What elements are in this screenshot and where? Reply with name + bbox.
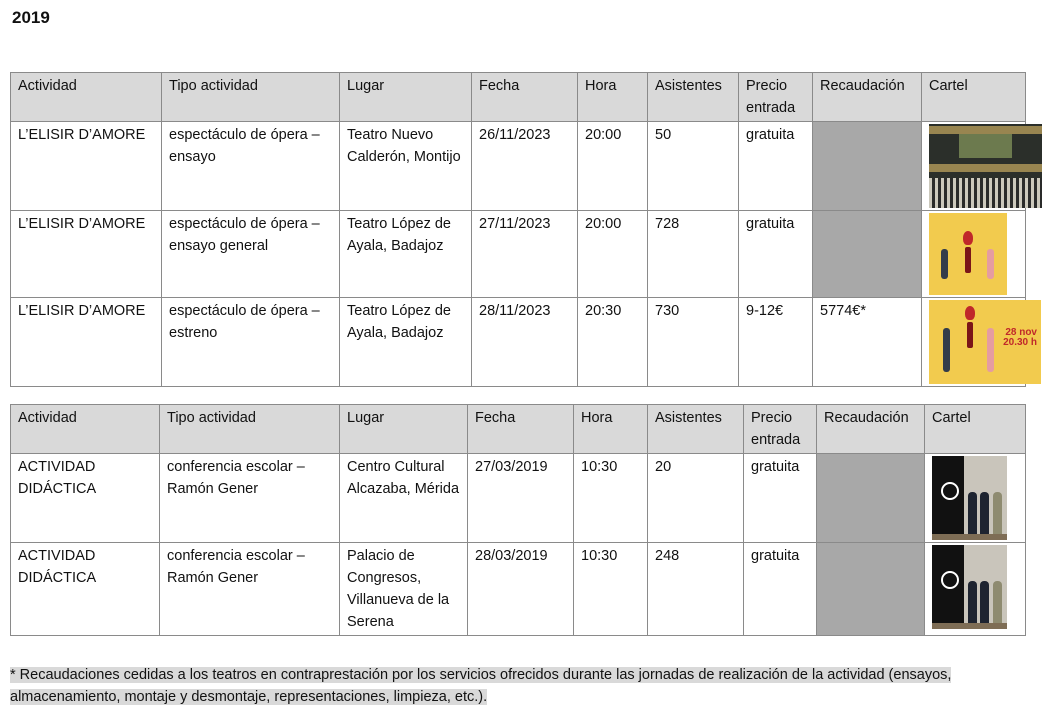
cell-fecha: 27/03/2019 xyxy=(468,454,574,543)
cell-precio: 9-12€ xyxy=(739,298,813,387)
cell-actividad: ACTIVIDAD DIDÁCTICA xyxy=(11,543,160,636)
cell-cartel xyxy=(925,543,1026,636)
col-header-hora: Hora xyxy=(574,405,648,454)
cell-tipo: conferencia escolar – Ramón Gener xyxy=(160,454,340,543)
cell-hora: 20:30 xyxy=(578,298,648,387)
cell-precio: gratuita xyxy=(744,543,817,636)
cell-asistentes: 50 xyxy=(648,122,739,211)
table-row xyxy=(11,454,1026,543)
poster-opera-yellow xyxy=(929,213,1007,295)
cell-cartel xyxy=(925,454,1026,543)
col-header-asistentes: Asistentes xyxy=(648,405,744,454)
activities-table-opera xyxy=(10,72,1037,387)
cell-actividad: L’ELISIR D’AMORE xyxy=(11,122,162,211)
cell-lugar: Teatro Nuevo Calderón, Montijo xyxy=(340,122,472,211)
cell-precio: gratuita xyxy=(739,122,813,211)
col-header-actividad: Actividad xyxy=(11,73,162,122)
col-header-cartel: Cartel xyxy=(925,405,1026,454)
table-header-row xyxy=(11,73,1026,122)
col-header-fecha: Fecha xyxy=(468,405,574,454)
col-header-asistentes: Asistentes xyxy=(648,73,739,122)
table-row xyxy=(11,298,1026,387)
year-heading: 2019 xyxy=(12,8,50,27)
col-header-cartel: Cartel xyxy=(922,73,1026,122)
poster-opera-yellow-premiere xyxy=(929,300,1041,384)
cell-actividad: L’ELISIR D’AMORE xyxy=(11,298,162,387)
cell-lugar: Teatro López de Ayala, Badajoz xyxy=(340,298,472,387)
cell-asistentes: 248 xyxy=(648,543,744,636)
cell-lugar: Centro Cultural Alcazaba, Mérida xyxy=(340,454,468,543)
cell-fecha: 26/11/2023 xyxy=(472,122,578,211)
cell-hora: 20:00 xyxy=(578,122,648,211)
col-header-tipo: Tipo actividad xyxy=(162,73,340,122)
cell-lugar: Teatro López de Ayala, Badajoz xyxy=(340,211,472,298)
poster-date: 28 nov 20.30 h xyxy=(1003,327,1037,348)
cell-asistentes: 728 xyxy=(648,211,739,298)
cell-recaudacion xyxy=(813,122,922,211)
activities-table-didactic xyxy=(10,404,1026,636)
col-header-recaudacion: Recaudación xyxy=(817,405,925,454)
table-row xyxy=(11,211,1026,298)
cell-recaudacion: 5774€* xyxy=(813,298,922,387)
poster-conference-photo xyxy=(932,456,1007,540)
table-row xyxy=(11,122,1026,211)
col-header-lugar: Lugar xyxy=(340,405,468,454)
cell-tipo: espectáculo de ópera – ensayo general xyxy=(162,211,340,298)
cell-asistentes: 20 xyxy=(648,454,744,543)
col-header-recaudacion: Recaudación xyxy=(813,73,922,122)
col-header-actividad: Actividad xyxy=(11,405,160,454)
col-header-tipo: Tipo actividad xyxy=(160,405,340,454)
table-header-row xyxy=(11,405,1026,454)
poster-theatre-photo xyxy=(929,124,1042,208)
table-row xyxy=(11,543,1026,636)
cell-actividad: ACTIVIDAD DIDÁCTICA xyxy=(11,454,160,543)
cell-recaudacion xyxy=(817,454,925,543)
cell-actividad: L’ELISIR D’AMORE xyxy=(11,211,162,298)
cell-tipo: espectáculo de ópera – estreno xyxy=(162,298,340,387)
cell-cartel xyxy=(922,122,1026,211)
cell-fecha: 28/03/2019 xyxy=(468,543,574,636)
cell-precio: gratuita xyxy=(744,454,817,543)
col-header-lugar: Lugar xyxy=(340,73,472,122)
cell-recaudacion xyxy=(813,211,922,298)
cell-cartel xyxy=(922,211,1026,298)
col-header-fecha: Fecha xyxy=(472,73,578,122)
cell-fecha: 28/11/2023 xyxy=(472,298,578,387)
cell-hora: 10:30 xyxy=(574,454,648,543)
cell-tipo: conferencia escolar – Ramón Gener xyxy=(160,543,340,636)
cell-hora: 20:00 xyxy=(578,211,648,298)
footnote xyxy=(10,664,1063,708)
footnote-text: * Recaudaciones cedidas a los teatros en contraprestación por los servicios ofrecidos durante las jornadas de realización de la actividad (ensayos, almacenamiento, montaje y desmontaje, representaciones, limpieza, etc.). xyxy=(10,667,952,705)
cell-tipo: espectáculo de ópera – ensayo xyxy=(162,122,340,211)
cell-fecha: 27/11/2023 xyxy=(472,211,578,298)
poster-conference-photo xyxy=(932,545,1007,629)
cell-hora: 10:30 xyxy=(574,543,648,636)
col-header-precio: Precio entrada xyxy=(739,73,813,122)
col-header-precio: Precio entrada xyxy=(744,405,817,454)
cell-lugar: Palacio de Congresos, Villanueva de la Serena xyxy=(340,543,468,636)
col-header-hora: Hora xyxy=(578,73,648,122)
cell-recaudacion xyxy=(817,543,925,636)
cell-asistentes: 730 xyxy=(648,298,739,387)
cell-precio: gratuita xyxy=(739,211,813,298)
cell-cartel xyxy=(922,298,1037,387)
